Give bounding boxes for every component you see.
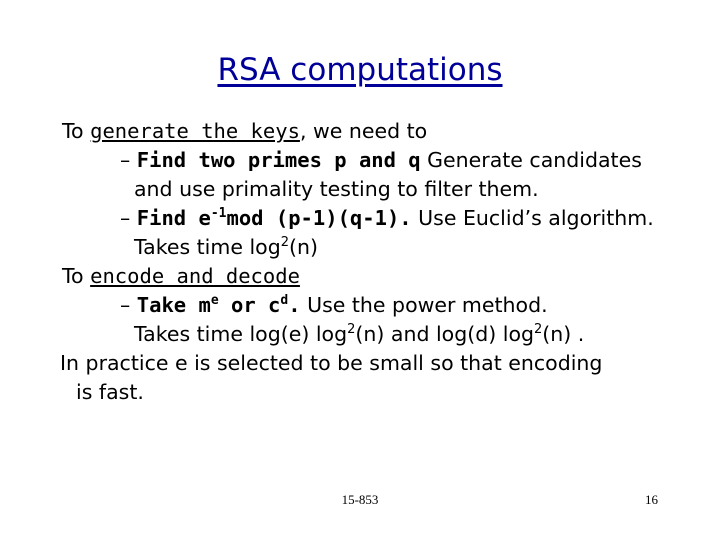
subbullet-find-primes-cont: [62, 175, 702, 204]
dash: –: [120, 206, 137, 230]
subbullet-take-powers-cont: [62, 320, 702, 349]
superscript: 2: [347, 322, 356, 337]
slide-title-text: RSA computations: [217, 52, 503, 88]
superscript: d: [280, 293, 289, 308]
text: In practice e is selected to be small so that encoding: [60, 351, 603, 375]
text: Takes time log(e) log: [134, 322, 348, 346]
bold-text: Take m: [136, 293, 211, 317]
subbullet-find-e-inverse: [62, 204, 702, 233]
slide-body: [62, 117, 702, 407]
bullet-generate-keys: [62, 117, 702, 146]
text: To: [62, 119, 91, 143]
text: Generate candidates: [420, 148, 642, 172]
text: Use Euclid’s algorithm.: [411, 206, 654, 230]
term-generate-keys: generate the keys: [90, 119, 300, 143]
text: Use the power method.: [300, 293, 548, 317]
superscript: 2: [534, 322, 543, 337]
text: (n) and log(d) log: [355, 322, 535, 346]
bullet-encode-decode: [62, 262, 702, 291]
text: and use primality testing to filter them.: [134, 177, 539, 201]
bold-text: Find e: [136, 206, 211, 230]
bold-text: .: [288, 293, 301, 317]
dash: –: [120, 148, 137, 172]
subbullet-take-powers: [62, 291, 702, 320]
footer-page-number: 16: [645, 492, 658, 507]
text: Takes time log: [134, 235, 281, 259]
text: (n) .: [542, 322, 585, 346]
slide-title: [0, 50, 720, 90]
superscript: e: [210, 293, 219, 308]
bullet-in-practice: [60, 349, 702, 378]
text: (n): [289, 235, 319, 259]
bold-text: Find two primes p and q: [136, 148, 421, 172]
dash: –: [120, 293, 137, 317]
text: , we need to: [299, 119, 428, 143]
subbullet-find-e-inverse-cont: [62, 233, 702, 262]
text: is fast.: [76, 380, 144, 404]
subbullet-find-primes: [62, 146, 702, 175]
bold-text: mod (p-1)(q-1).: [226, 206, 412, 230]
footer-course: 15-853: [341, 492, 379, 507]
superscript: 2: [280, 235, 290, 250]
term-encode-decode: encode and decode: [90, 264, 300, 288]
text: To: [62, 264, 91, 288]
bold-text: or c: [218, 293, 281, 317]
superscript: -1: [210, 206, 227, 221]
bullet-in-practice-cont: [62, 378, 702, 407]
